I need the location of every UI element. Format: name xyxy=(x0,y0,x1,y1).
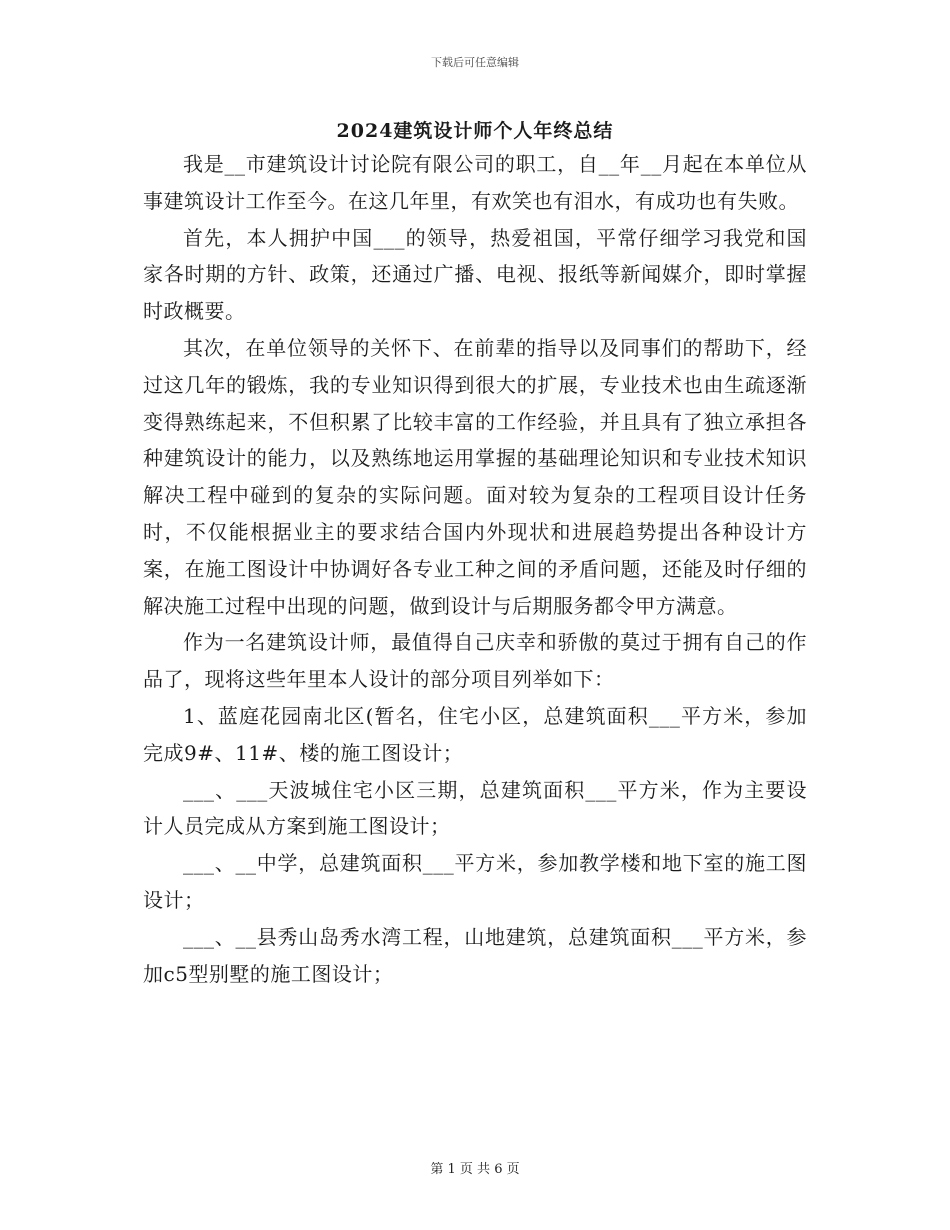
paragraph: 首先，本人拥护中国___的领导，热爱祖国，平常仔细学习我党和国家各时期的方针、政策，还通过广播、电视、报纸等新闻媒介，即时掌握时政概要。 xyxy=(143,225,807,324)
project-list-item: 1、蓝庭花园南北区(暂名，住宅小区，总建筑面积___平方米，参加完成9#、11#、楼的施工图设计； xyxy=(143,703,807,765)
document-title: 2024建筑设计师个人年终总结 xyxy=(336,120,614,142)
paragraph: 作为一名建筑设计师，最值得自己庆幸和骄傲的莫过于拥有自己的作品了，现将这些年里本人设计的部分项目列举如下： xyxy=(143,630,807,692)
project-list-item: ___、__中学，总建筑面积___平方米，参加教学楼和地下室的施工图设计； xyxy=(143,851,807,912)
paragraph: 其次，在单位领导的关怀下、在前辈的指导以及同事们的帮助下，经过这几年的锻炼，我的专业知识得到很大的扩展，专业技术也由生疏逐渐变得熟练起来，不但积累了比较丰富的工作经验，并且具有了独立承担各种建筑设计的能力，以及熟练地运用掌握的基础理论知识和专业技术知识解决工程中碰到的复杂的实际问题。面对较为复杂的工程项目设计任务时，不仅能根据业主的要求结合国内外现状和进展趋势提出各种设计方案，在施工图设计中协调好各专业工种之间的矛盾问题，还能及时仔细的解决施工过程中出现的问题，做到设计与后期服务都令甲方满意。 xyxy=(143,335,807,618)
document-body xyxy=(143,146,807,992)
page-footer: 第 1 页 共 6 页 xyxy=(430,1162,520,1177)
project-list-item: ___、__县秀山岛秀水湾工程，山地建筑，总建筑面积___平方米，参加c5型别墅的施工图设计； xyxy=(143,924,807,986)
project-list-item: ___、___天波城住宅小区三期，总建筑面积___平方米，作为主要设计人员完成从方案到施工图设计； xyxy=(143,777,807,839)
page-header: 下载后可任意编辑 xyxy=(431,56,519,69)
paragraph: 我是__市建筑设计讨论院有限公司的职工，自__年__月起在本单位从事建筑设计工作至今。在这几年里，有欢笑也有泪水，有成功也有失败。 xyxy=(143,152,807,213)
